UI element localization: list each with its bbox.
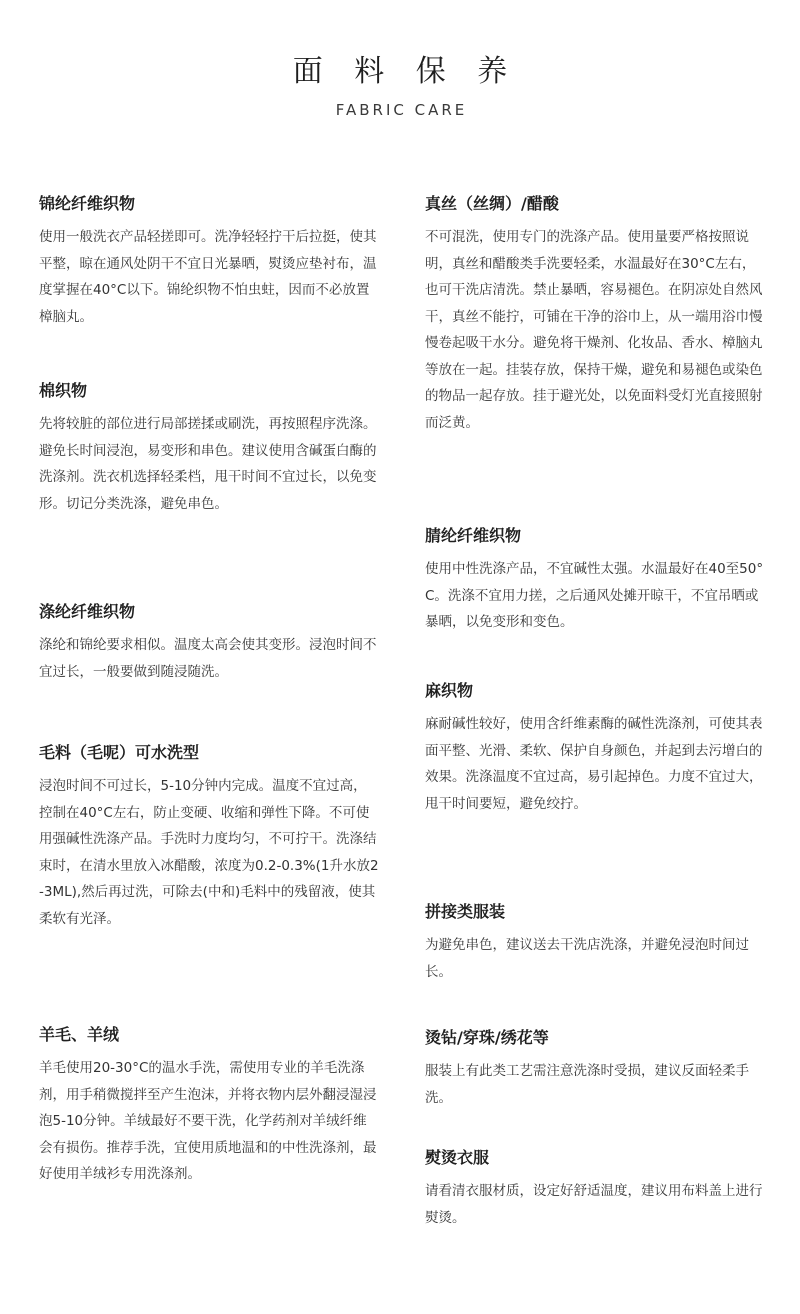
- care-section-cotton: [39, 377, 379, 517]
- section-title: 棉织物: [39, 381, 88, 400]
- section-body: 请看清衣服材质，设定好舒适温度，建议用布料盖上进行熨烫。: [425, 1183, 763, 1226]
- section-body: 使用一般洗衣产品轻搓即可。洗净轻轻拧干后拉挺，使其平整，晾在通风处阴干不宜日光暴晒，熨烫应垫衬布，温度掌握在40°C以下。锦纶织物不怕虫蛀，因而不必放置樟脑丸。: [39, 229, 377, 325]
- section-title: 麻织物: [425, 681, 474, 700]
- section-title: 真丝（丝绸）/醋酸: [425, 194, 559, 213]
- page-header: [0, 52, 800, 120]
- care-section-embellished: [425, 1024, 765, 1111]
- section-body: 不可混洗，使用专门的洗涤产品。使用量要严格按照说明，真丝和醋酸类手洗要轻柔，水温最好在30°C左右，也可干洗店清洗。禁止暴晒，容易褪色。在阴凉处自然风干，真丝不能拧，可铺在干净的浴巾上，从一端用浴巾慢慢卷起吸干水分。避免将干燥剂、化妆品、香水、樟脑丸等放在一起。挂装存放，保持干燥，避免和易褪色或染色的物品一起存放。挂于避光处，以免面料受灯光直接照射而泛黄。: [425, 229, 763, 431]
- section-title: 涤纶纤维织物: [39, 602, 136, 621]
- care-section-nylon: [39, 190, 379, 330]
- care-section-linen: [425, 677, 765, 817]
- page-subtitle: FABRIC CARE: [335, 101, 468, 119]
- care-section-patchwork: [425, 898, 765, 985]
- section-title: 锦纶纤维织物: [39, 194, 136, 213]
- section-body: 羊毛使用20-30°C的温水手洗，需使用专业的羊毛洗涤剂，用手稍微搅拌至产生泡沫，并将衣物内层外翻浸湿浸泡5-10分钟。羊绒最好不要干洗，化学药剂对羊绒纤维会有损伤。推荐手洗，宜使用质地温和的中性洗涤剂，最好使用羊绒衫专用洗涤剂。: [39, 1060, 377, 1182]
- section-title: 烫钻/穿珠/绣花等: [425, 1028, 549, 1047]
- section-body: 为避免串色，建议送去干洗店洗涤，并避免浸泡时间过长。: [425, 937, 749, 980]
- section-body: 浸泡时间不可过长，5-10分钟内完成。温度不宜过高，控制在40°C左右，防止变硬、收缩和弹性下降。不可使用强碱性洗涤产品。手洗时力度均匀，不可拧干。洗涤结束时，在清水里放入冰醋酸，浓度为0.2-0.3%(1升水放2-3ML),然后再过洗，可除去(中和)毛料中的残留液，使其柔软有光泽。: [39, 778, 379, 927]
- section-title: 熨烫衣服: [425, 1148, 490, 1167]
- care-section-polyester: [39, 598, 379, 685]
- section-body: 先将较脏的部位进行局部搓揉或刷洗，再按照程序洗涤。避免长时间浸泡，易变形和串色。建议使用含碱蛋白酶的洗涤剂。洗衣机选择轻柔档，甩干时间不宜过长，以免变形。切记分类洗涤，避免串色。: [39, 416, 377, 512]
- care-section-wool-cashmere: [39, 1021, 379, 1188]
- section-body: 服装上有此类工艺需注意洗涤时受损，建议反面轻柔手洗。: [425, 1063, 749, 1106]
- section-title: 羊毛、羊绒: [39, 1025, 120, 1044]
- care-section-silk-acetate: [425, 190, 765, 436]
- section-title: 拼接类服装: [425, 902, 506, 921]
- page-title: 面 料 保 养: [292, 54, 519, 89]
- section-body: 麻耐碱性较好，使用含纤维素酶的碱性洗涤剂，可使其表面平整、光滑、柔软、保护自身颜色，并起到去污增白的效果。洗涤温度不宜过高，易引起掉色。力度不宜过大，甩干时间要短，避免绞拧。: [425, 716, 763, 812]
- section-title: 毛料（毛呢）可水洗型: [39, 743, 200, 762]
- section-title: 腈纶纤维织物: [425, 526, 522, 545]
- care-section-ironing: [425, 1144, 765, 1231]
- section-body: 使用中性洗涤产品，不宜碱性太强。水温最好在40至50°C。洗涤不宜用力搓，之后通风处摊开晾干，不宜吊晒或暴晒，以免变形和变色。: [425, 561, 764, 630]
- section-body: 涤纶和锦纶要求相似。温度太高会使其变形。浸泡时间不宜过长，一般要做到随浸随洗。: [39, 637, 377, 680]
- care-section-wool-fabric: [39, 739, 379, 932]
- care-section-acrylic: [425, 522, 765, 636]
